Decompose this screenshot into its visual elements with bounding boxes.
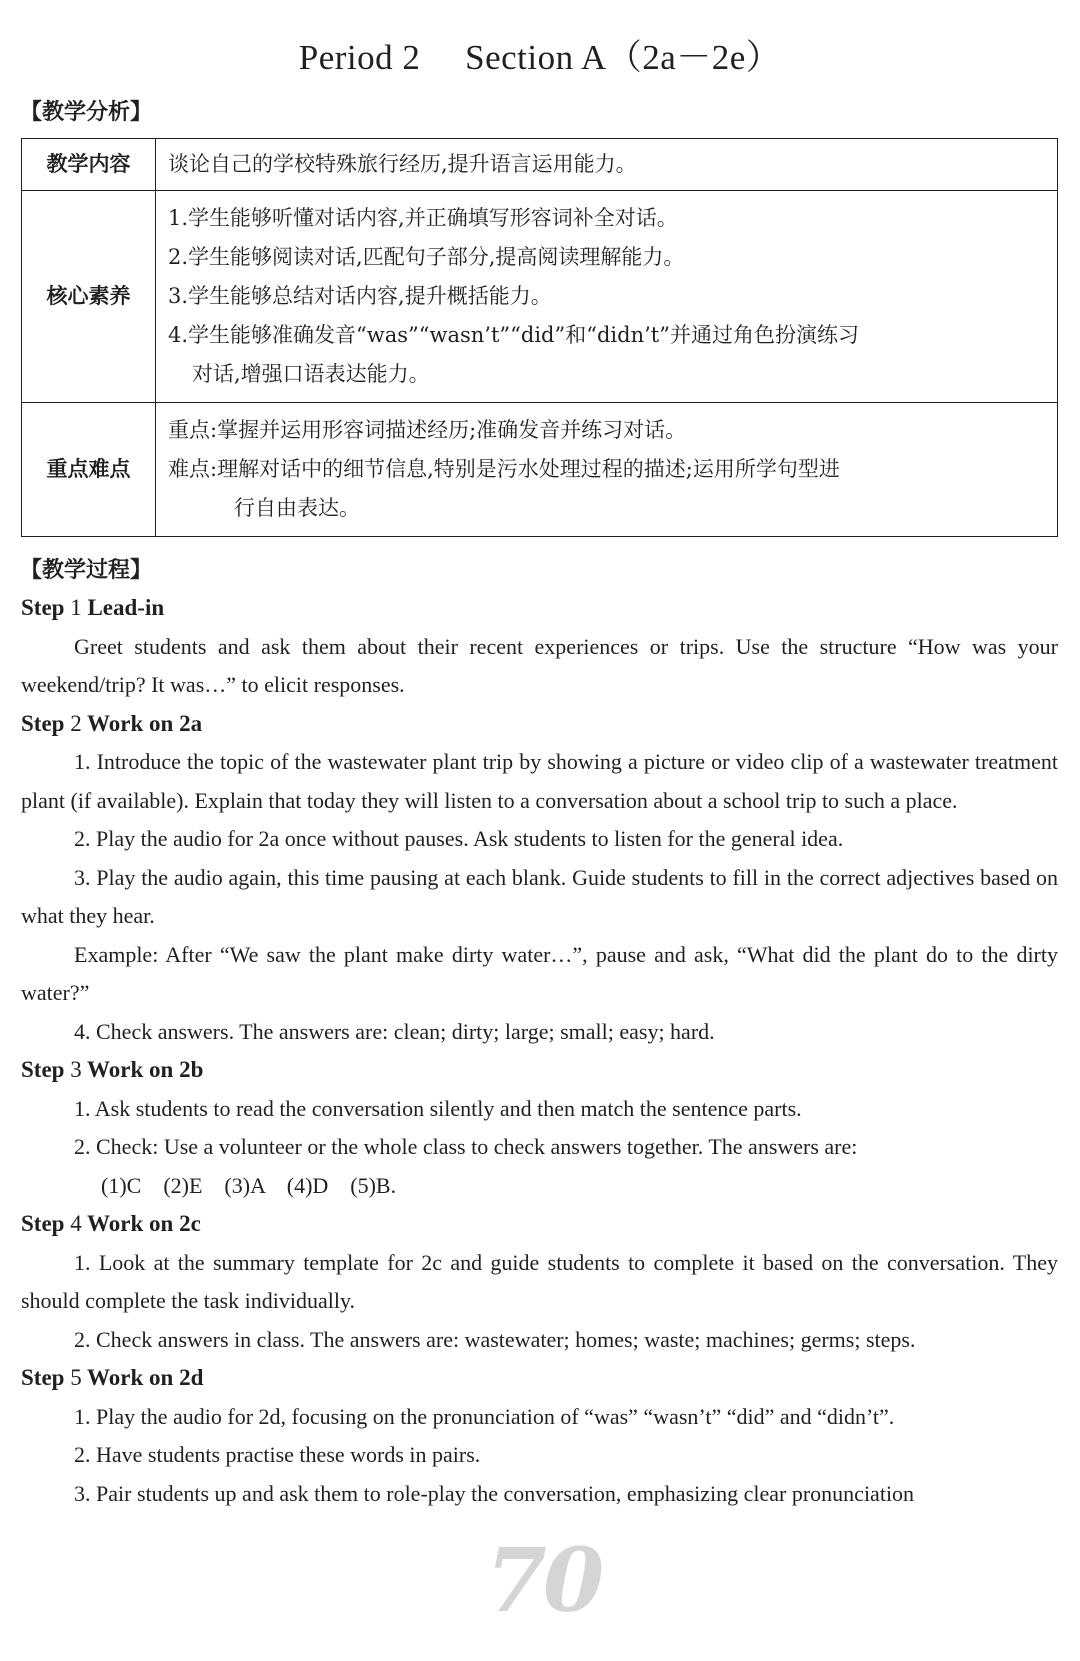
step-paragraph: 1. Play the audio for 2d, focusing on the pronunciation of “was” “wasn’t” “did” and “didn’t”. <box>74 1403 895 1429</box>
row-content <box>156 191 1058 403</box>
content-line: 2.学生能够阅读对话,匹配句子部分,提高阅读理解能力。 <box>168 245 685 269</box>
step-heading: Step 5 Work on 2d <box>21 1365 204 1390</box>
step-heading: Step 4 Work on 2c <box>21 1211 201 1236</box>
content-line: 3.学生能够总结对话内容,提升概括能力。 <box>168 284 552 308</box>
row-content <box>156 403 1058 537</box>
page-title: Period 2 Section A（2a－2e） <box>298 38 782 77</box>
step-paragraph: Example: After “We saw the plant make dirty water…”, pause and ask, “What did the plant do to the dirty water?” <box>21 941 1058 1005</box>
content-line: 重点:掌握并运用形容词描述经历;准确发音并练习对话。 <box>168 418 687 442</box>
step-paragraph: 2. Check answers in class. The answers are: wastewater; homes; waste; machines; germs; steps. <box>74 1326 916 1352</box>
analysis-heading: 【教学分析】 <box>20 100 153 125</box>
row-label: 核心素养 <box>22 191 156 403</box>
row-label: 重点难点 <box>22 403 156 537</box>
page-number: 70 <box>485 1528 601 1632</box>
step-paragraph: 1. Introduce the topic of the wastewater plant trip by showing a picture or video clip of a wastewater treatment plant (if available). Explain that today they will listen to a conversation about a school trip to such a place. <box>21 749 1058 813</box>
table-row <box>22 191 1058 403</box>
content-line: 谈论自己的学校特殊旅行经历,提升语言运用能力。 <box>168 152 637 176</box>
table-row <box>22 139 1058 191</box>
content-line: 行自由表达。 <box>234 496 360 520</box>
content-line: 1.学生能够听懂对话内容,并正确填写形容词补全对话。 <box>168 206 678 230</box>
answer-list: (1)C (2)E (3)A (4)D (5)B. <box>101 1172 397 1198</box>
row-label: 教学内容 <box>22 139 156 191</box>
step-paragraph: Greet students and ask them about their recent experiences or trips. Use the structure “How was your weekend/trip? It was…” to elicit responses. <box>21 633 1058 697</box>
step-heading: Step 1 Lead-in <box>21 595 165 620</box>
content-line: 难点:理解对话中的细节信息,特别是污水处理过程的描述;运用所学句型进 <box>168 457 840 481</box>
step-heading: Step 3 Work on 2b <box>21 1057 204 1082</box>
table-row <box>22 403 1058 537</box>
step-paragraph: 4. Check answers. The answers are: clean; dirty; large; small; easy; hard. <box>74 1018 715 1044</box>
step-paragraph: 2. Have students practise these words in pairs. <box>74 1442 481 1467</box>
step-paragraph: 2. Check: Use a volunteer or the whole class to check answers together. The answers are: <box>74 1134 858 1159</box>
step-paragraph: 1. Ask students to read the conversation silently and then match the sentence parts. <box>74 1095 802 1121</box>
process-heading: 【教学过程】 <box>20 558 153 583</box>
step-paragraph: 1. Look at the summary template for 2c and guide students to complete it based on the conversation. They should complete the task individually. <box>21 1249 1058 1313</box>
teaching-process <box>21 589 1058 1513</box>
step-paragraph: 3. Pair students up and ask them to role-play the conversation, emphasizing clear pronunciation <box>74 1480 915 1506</box>
analysis-table <box>21 138 1058 537</box>
step-paragraph: 2. Play the audio for 2a once without pauses. Ask students to listen for the general idea. <box>74 826 844 851</box>
row-content <box>156 139 1058 191</box>
step-heading: Step 2 Work on 2a <box>21 710 203 736</box>
content-line: 4.学生能够准确发音“was”“wasn’t”“did”和“didn’t”并通过角色扮演练习 <box>168 323 859 347</box>
content-line: 对话,增强口语表达能力。 <box>192 362 430 386</box>
step-paragraph: 3. Play the audio again, this time pausing at each blank. Guide students to fill in the correct adjectives based on what they hear. <box>21 864 1058 928</box>
